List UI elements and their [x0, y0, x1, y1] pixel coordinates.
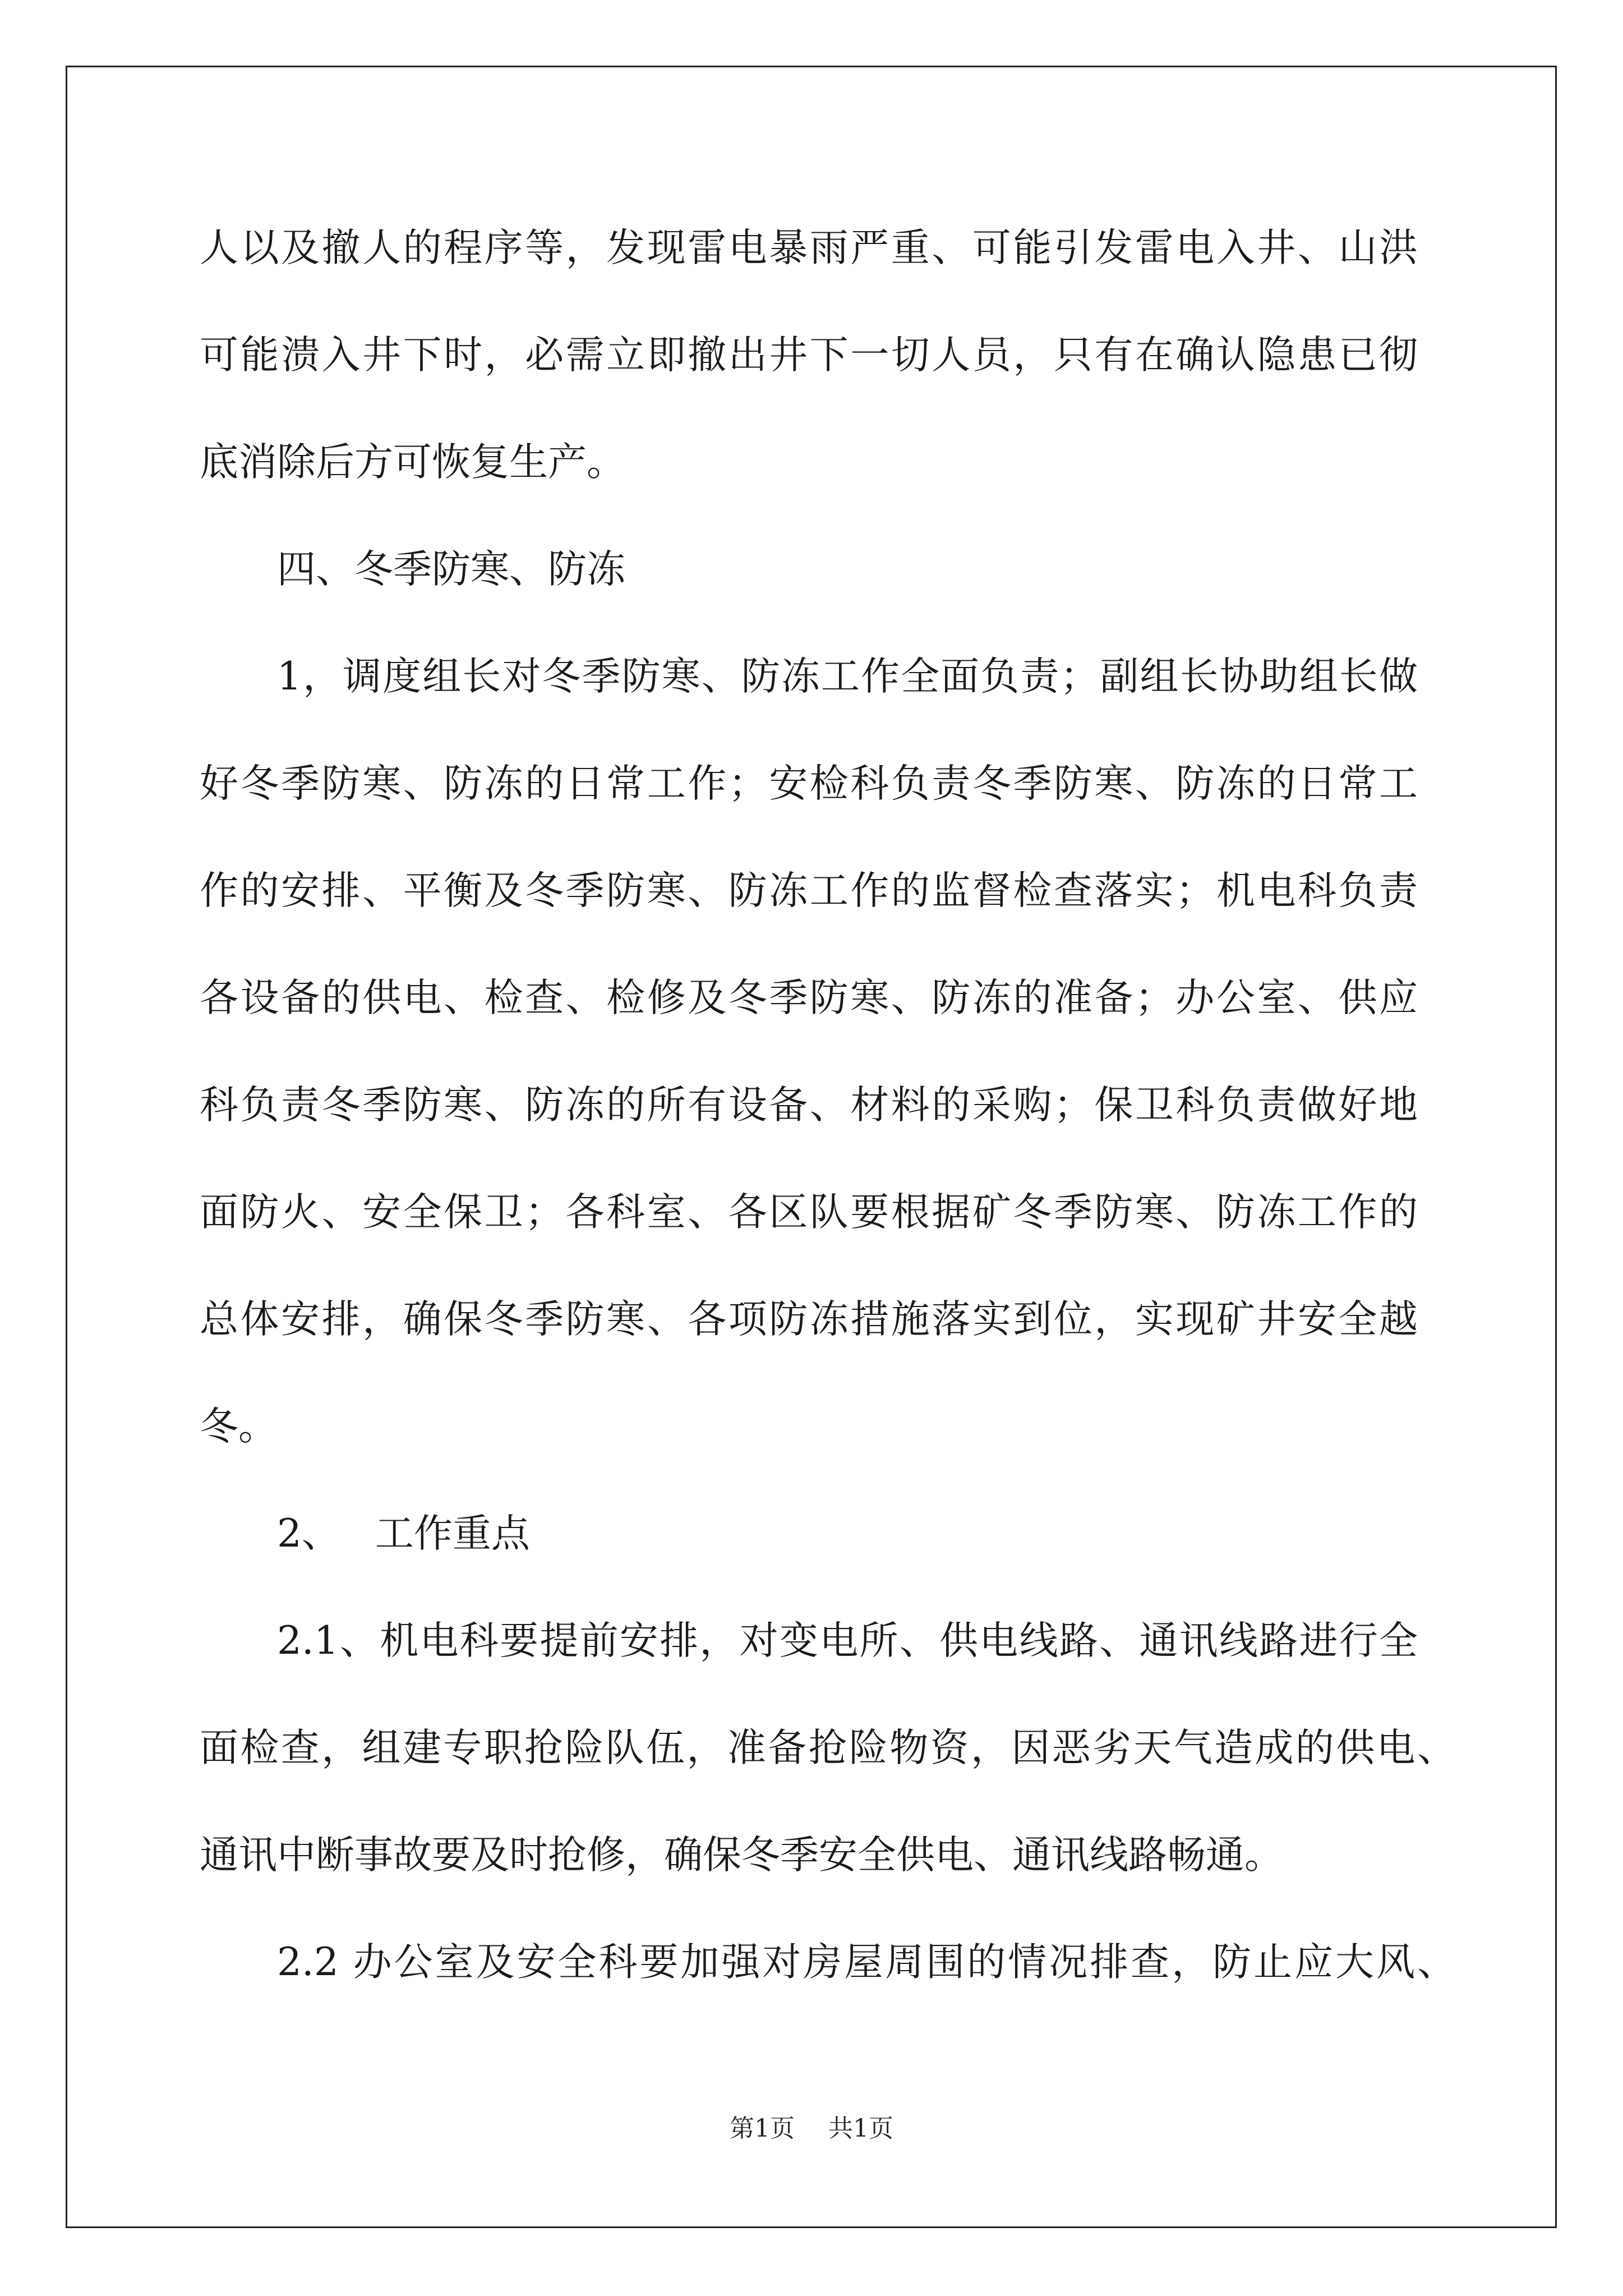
paragraph-line	[0, 1929, 1623, 1996]
line-text: 冬。	[200, 1404, 277, 1449]
paragraph-line	[0, 429, 1623, 496]
page-border	[66, 66, 1557, 2228]
section-heading	[0, 1500, 1623, 1567]
paragraph-line	[0, 1393, 1623, 1460]
heading-text: 四、冬季防寒、防冻	[277, 547, 625, 592]
heading-text: 2、 工作重点	[277, 1511, 530, 1556]
paragraph-line	[0, 1607, 1623, 1674]
line-text: 作的安排、平衡及冬季防寒、防冻工作的监督检查落实；机电科负责	[200, 868, 1418, 913]
page-footer	[0, 2112, 1623, 2146]
line-text: 通讯中断事故要及时抢修，确保冬季安全供电、通讯线路畅通。	[200, 1833, 1283, 1878]
line-text: 2.2 办公室及安全科要加强对房屋周围的情况排查，防止应大风、	[277, 1940, 1456, 1985]
section-heading	[0, 536, 1623, 603]
paragraph-line	[0, 1071, 1623, 1139]
line-text: 各设备的供电、检查、检修及冬季防寒、防冻的准备；办公室、供应	[200, 976, 1418, 1020]
paragraph-line	[0, 857, 1623, 924]
paragraph-line	[0, 1179, 1623, 1246]
line-text: 可能溃入井下时，必需立即撤出井下一切人员，只有在确认隐患已彻	[200, 333, 1418, 378]
paragraph-line	[0, 1714, 1623, 1782]
line-text: 面防火、安全保卫；各科室、各区队要根据矿冬季防寒、防冻工作的	[200, 1190, 1418, 1235]
paragraph-line	[0, 643, 1623, 710]
line-text: 底消除后方可恢复生产。	[200, 440, 625, 485]
line-text: 2.1、机电科要提前安排，对变电所、供电线路、通讯线路进行全	[277, 1618, 1418, 1663]
line-text: 面检查，组建专职抢险队伍，准备抢险物资，因恶劣天气造成的供电、	[200, 1726, 1456, 1770]
paragraph-line	[0, 214, 1623, 282]
paragraph-line	[0, 1821, 1623, 1889]
paragraph-line	[0, 1286, 1623, 1353]
line-text: 人以及撤人的程序等，发现雷电暴雨严重、可能引发雷电入井、山洪	[200, 226, 1418, 270]
line-text: 科负责冬季防寒、防冻的所有设备、材料的采购；保卫科负责做好地	[200, 1083, 1418, 1128]
page-total: 共1页	[828, 2114, 893, 2143]
line-text: 总体安排，确保冬季防寒、各项防冻措施落实到位，实现矿井安全越	[200, 1297, 1418, 1342]
page-number: 第1页	[730, 2114, 795, 2143]
paragraph-line	[0, 964, 1623, 1032]
paragraph-line	[0, 750, 1623, 817]
line-text: 1，调度组长对冬季防寒、防冻工作全面负责；副组长协助组长做	[277, 654, 1418, 699]
paragraph-line	[0, 321, 1623, 389]
line-text: 好冬季防寒、防冻的日常工作；安检科负责冬季防寒、防冻的日常工	[200, 761, 1418, 806]
